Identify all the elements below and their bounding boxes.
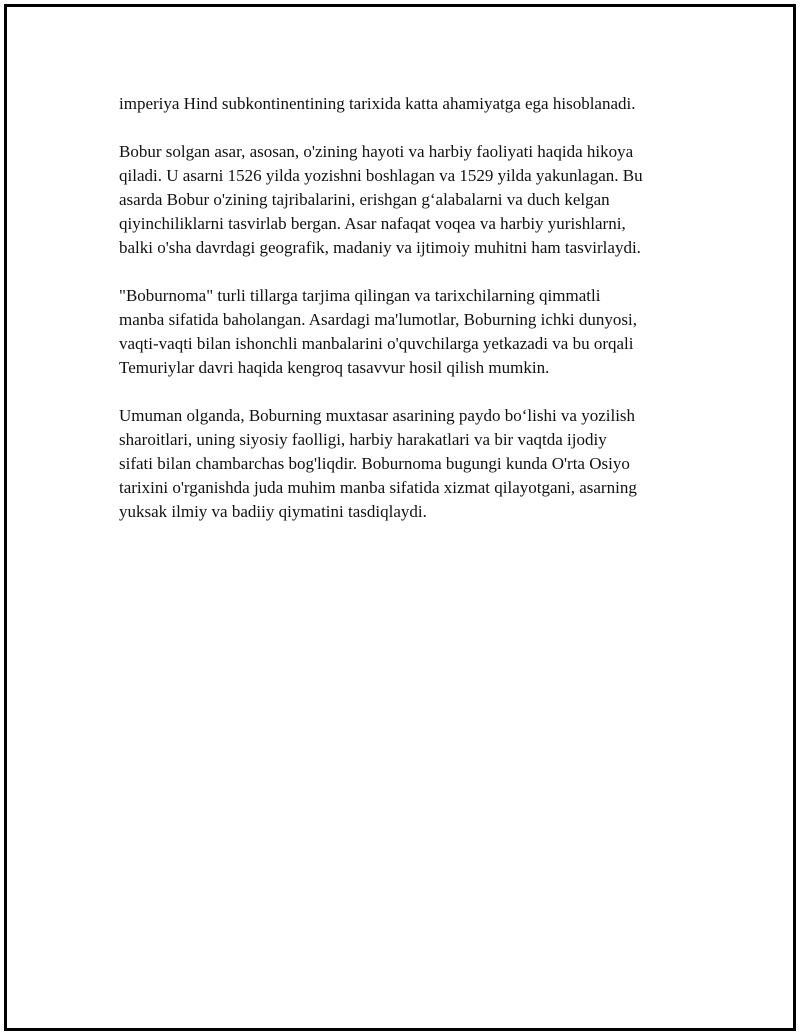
paragraph-3 [119,284,699,380]
text-line: manba sifatida baholangan. Asardagi ma'lumotlar, Boburning ichki dunyosi, [119,310,637,329]
text-line: vaqti-vaqti bilan ishonchli manbalarini o'quvchilarga yetkazadi va bu orqali [119,334,634,353]
document-page [4,4,796,1031]
text-line: Bobur solgan asar, asosan, o'zining hayoti va harbiy faoliyati haqida hikoya [119,142,634,161]
text-line: Umuman olganda, Boburning muxtasar asarining paydo bo‘lishi va yozilish [119,406,636,425]
text-line: imperiya Hind subkontinentining tarixida katta ahamiyatga ega hisoblanadi. [119,94,636,113]
paragraph-1 [119,92,699,116]
text-line: qiladi. U asarni 1526 yilda yozishni boshlagan va 1529 yilda yakunlagan. Bu [119,166,643,185]
text-line: asarda Bobur o'zining tajribalarini, erishgan g‘alabalarni va duch kelgan [119,190,610,209]
text-line: balki o'sha davrdagi geografik, madaniy va ijtimoiy muhitni ham tasvirlaydi. [119,238,641,257]
text-line: "Boburnoma" turli tillarga tarjima qilingan va tarixchilarning qimmatli [119,286,601,305]
text-line: sharoitlari, uning siyosiy faolligi, harbiy harakatlari va bir vaqtda ijodiy [119,430,607,449]
paragraph-4 [119,404,699,524]
text-line: sifati bilan chambarchas bog'liqdir. Boburnoma bugungi kunda O'rta Osiyo [119,454,630,473]
paragraph-2 [119,140,699,260]
text-line: tarixini o'rganishda juda muhim manba sifatida xizmat qilayotgani, asarning [119,478,637,497]
document-body [119,92,699,548]
text-line: qiyinchiliklarni tasvirlab bergan. Asar nafaqat voqea va harbiy yurishlarni, [119,214,626,233]
text-line: yuksak ilmiy va badiiy qiymatini tasdiqlaydi. [119,502,427,521]
text-line: Temuriylar davri haqida kengroq tasavvur hosil qilish mumkin. [119,358,550,377]
